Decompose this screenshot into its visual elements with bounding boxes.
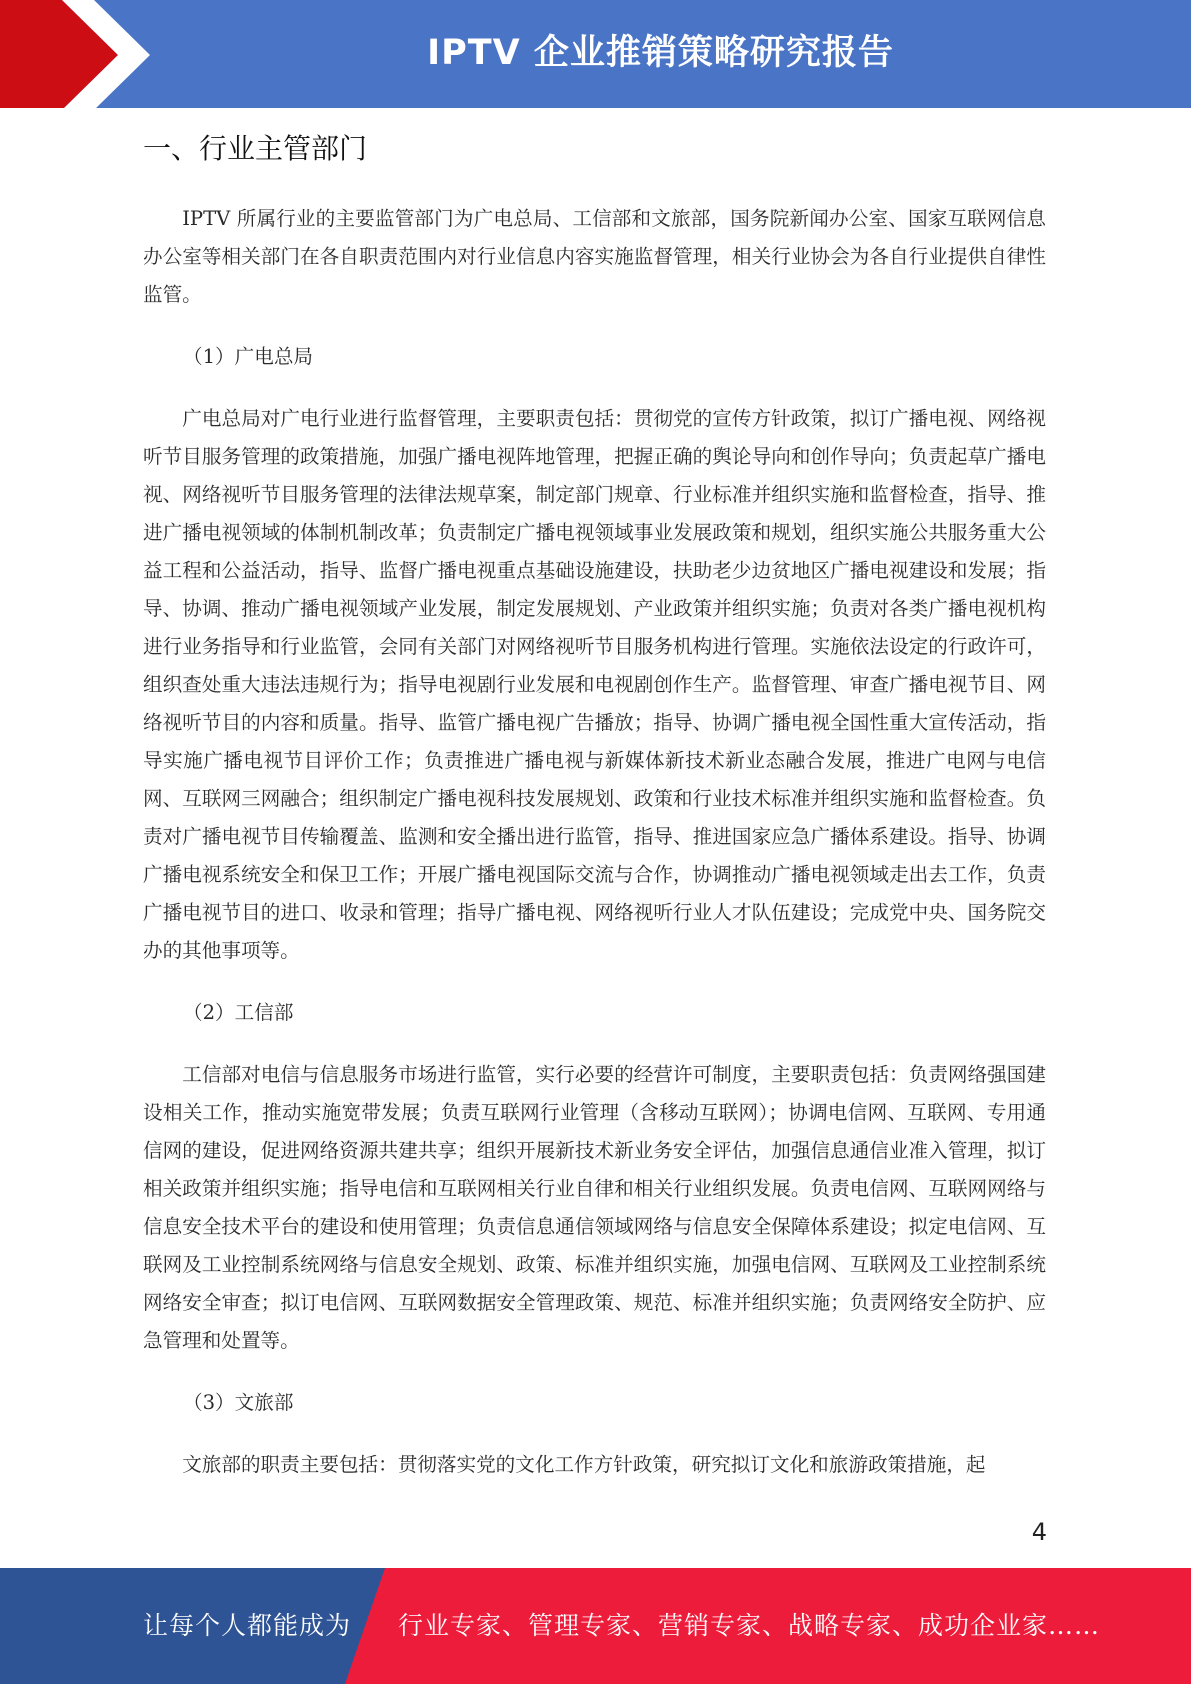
subheading-sarft: （1）广电总局 xyxy=(183,345,314,368)
paragraph-sarft: 广电总局对广电行业进行监督管理，主要职责包括：贯彻党的宣传方针政策，拟订广播电视、网络视听节目服务管理的政策措施，加强广播电视阵地管理，把握正确的舆论导向和创作导向；负责起草广播电视、网络视听节目服务管理的法律法规草案，制定部门规章、行业标准并组织实施和监督检查，指导、推进广播电视领域的体制机制改革；负责制定广播电视领域事业发展政策和规划，组织实施公共服务重大公益工程和公益活动，指导、监督广播电视重点基础设施建设，扶助老少边贫地区广播电视建设和发展；指导、协调、推动广播电视领域产业发展，制定发展规划、产业政策并组织实施；负责对各类广播电视机构进行业务指导和行业监管，会同有关部门对网络视听节目服务机构进行管理。实施依法设定的行政许可，组织查处重大违法违规行为；指导电视剧行业发展和电视剧创作生产。监督管理、审查广播电视节目、网络视听节目的内容和质量。指导、监管广播电视广告播放；指导、协调广播电视全国性重大宣传活动，指导实施广播电视节目评价工作；负责推进广播电视与新媒体新技术新业态融合发展，推进广电网与电信网、互联网三网融合；组织制定广播电视科技发展规划、政策和行业技术标准并组织实施和监督检查。负责对广播电视节目传输覆盖、监测和安全播出进行监管，指导、推进国家应急广播体系建设。指导、协调广播电视系统安全和保卫工作；开展广播电视国际交流与合作，协调推动广播电视领域走出去工作，负责广播电视节目的进口、收录和管理；指导广播电视、网络视听行业人才队伍建设；完成党中央、国务院交办的其他事项等。 xyxy=(143,407,1046,962)
footer-slogan-left: 让每个人都能成为 xyxy=(143,1611,352,1640)
page-header xyxy=(0,0,1191,110)
subheading-culture-tourism: （3）文旅部 xyxy=(183,1391,294,1414)
header-bottom-line xyxy=(0,108,1191,110)
page-number: 4 xyxy=(1031,1518,1047,1546)
paragraph-culture-tourism: 文旅部的职责主要包括：贯彻落实党的文化工作方针政策，研究拟订文化和旅游政策措施，起 xyxy=(182,1453,986,1476)
document-body xyxy=(143,124,1046,1484)
report-title: IPTV 企业推销策略研究报告 xyxy=(427,33,894,73)
page-footer xyxy=(0,1568,1191,1684)
subheading-miit: （2）工信部 xyxy=(183,1001,294,1024)
paragraph-miit: 工信部对电信与信息服务市场进行监管，实行必要的经营许可制度，主要职责包括：负责网络强国建设相关工作，推动实施宽带发展；负责互联网行业管理（含移动互联网）；协调电信网、互联网、专用通信网的建设，促进网络资源共建共享；组织开展新技术新业务安全评估，加强信息通信业准入管理，拟订相关政策并组织实施；指导电信和互联网相关行业自律和相关行业组织发展。负责电信网、互联网网络与信息安全技术平台的建设和使用管理；负责信息通信领域网络与信息安全保障体系建设；拟定电信网、互联网及工业控制系统网络与信息安全规划、政策、标准并组织实施，加强电信网、互联网及工业控制系统网络安全审查；拟订电信网、互联网数据安全管理政策、规范、标准并组织实施；负责网络安全防护、应急管理和处置等。 xyxy=(143,1063,1046,1352)
intro-paragraph: IPTV 所属行业的主要监管部门为广电总局、工信部和文旅部，国务院新闻办公室、国家互联网信息办公室等相关部门在各自职责范围内对行业信息内容实施监督管理，相关行业协会为各自行业提供自律性监管。 xyxy=(143,207,1046,306)
footer-slogan-right: 行业专家、管理专家、营销专家、战略专家、成功企业家…… xyxy=(398,1611,1101,1640)
section-heading: 一、行业主管部门 xyxy=(143,132,368,165)
